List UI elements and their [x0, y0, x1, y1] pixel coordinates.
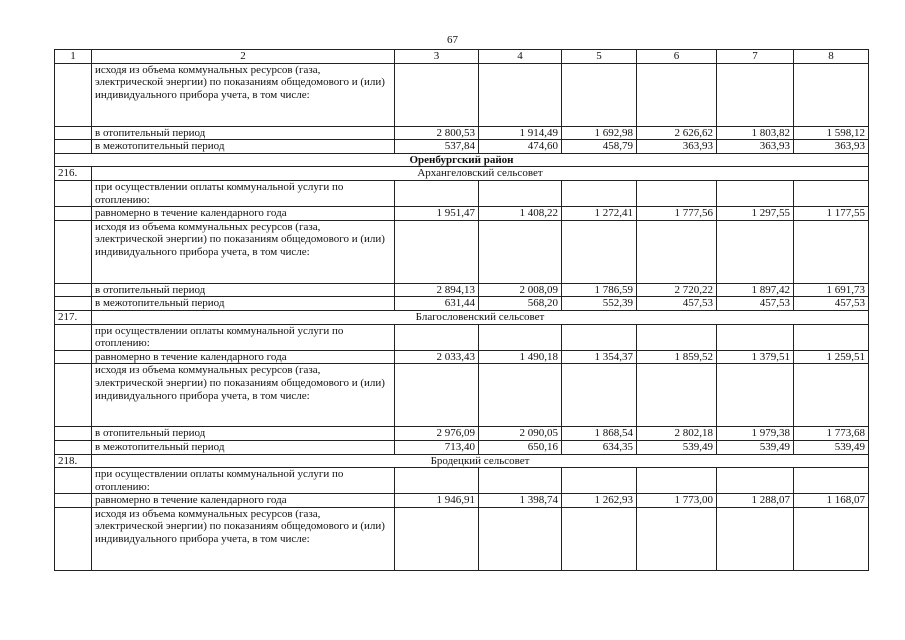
value-cell — [717, 468, 794, 494]
value-row — [55, 207, 869, 221]
page-number: 67 — [447, 34, 458, 46]
value-cell — [637, 63, 717, 126]
value-cell: 1 297,55 — [717, 207, 794, 221]
column-number: 6 — [637, 50, 717, 64]
value-cell: 1 786,59 — [562, 283, 637, 297]
description-row — [55, 324, 869, 350]
row-number — [55, 468, 92, 494]
value-cell: 457,53 — [794, 297, 869, 311]
row-number — [55, 507, 92, 570]
row-number — [55, 63, 92, 126]
description-row — [55, 364, 869, 427]
value-cell — [395, 468, 479, 494]
row-description: исходя из объема коммунальных ресурсов (газа, электрической энергии) по показаниям общедомового и (или) индивидуального прибора учета, в том числе: — [92, 364, 395, 427]
value-cell — [794, 220, 869, 283]
value-cell: 474,60 — [479, 140, 562, 154]
row-description: исходя из объема коммунальных ресурсов (газа, электрической энергии) по показаниям общедомового и (или) индивидуального прибора учета, в том числе: — [92, 507, 395, 570]
value-cell — [562, 468, 637, 494]
row-number — [55, 494, 92, 508]
value-row — [55, 297, 869, 311]
value-row — [55, 440, 869, 454]
value-cell: 2 720,22 — [637, 283, 717, 297]
row-number — [55, 220, 92, 283]
value-cell: 1 288,07 — [717, 494, 794, 508]
row-number — [55, 350, 92, 364]
value-cell — [479, 220, 562, 283]
row-description: в отопительный период — [92, 126, 395, 140]
value-cell — [794, 364, 869, 427]
council-name: Бродецкий сельсовет — [92, 454, 869, 468]
row-description: равномерно в течение календарного года — [92, 207, 395, 221]
row-number — [55, 324, 92, 350]
value-cell: 2 802,18 — [637, 427, 717, 441]
row-description: в межотопительный период — [92, 297, 395, 311]
row-number — [55, 180, 92, 206]
value-cell: 1 773,68 — [794, 427, 869, 441]
value-cell: 363,93 — [717, 140, 794, 154]
value-cell: 1 168,07 — [794, 494, 869, 508]
value-cell: 568,20 — [479, 297, 562, 311]
value-cell: 2 800,53 — [395, 126, 479, 140]
column-number-row — [55, 50, 869, 64]
row-description: в межотопительный период — [92, 140, 395, 154]
value-cell: 1 272,41 — [562, 207, 637, 221]
row-description: исходя из объема коммунальных ресурсов (газа, электрической энергии) по показаниям общедомового и (или) индивидуального прибора учета, в том числе: — [92, 63, 395, 126]
value-cell — [562, 180, 637, 206]
value-cell: 1 398,74 — [479, 494, 562, 508]
value-cell — [637, 507, 717, 570]
value-cell: 1 897,42 — [717, 283, 794, 297]
value-cell — [562, 324, 637, 350]
value-cell — [637, 180, 717, 206]
row-number: 216. — [55, 167, 92, 181]
value-cell: 1 598,12 — [794, 126, 869, 140]
value-cell — [717, 220, 794, 283]
column-number: 2 — [92, 50, 395, 64]
value-cell — [479, 468, 562, 494]
value-cell — [479, 63, 562, 126]
row-number — [55, 283, 92, 297]
value-cell: 1 692,98 — [562, 126, 637, 140]
value-cell: 1 490,18 — [479, 350, 562, 364]
row-description: в отопительный период — [92, 427, 395, 441]
council-row — [55, 310, 869, 324]
value-row — [55, 283, 869, 297]
value-cell: 1 773,00 — [637, 494, 717, 508]
value-cell: 1 262,93 — [562, 494, 637, 508]
council-row — [55, 167, 869, 181]
column-number: 5 — [562, 50, 637, 64]
value-cell — [637, 468, 717, 494]
value-cell — [395, 364, 479, 427]
row-description: в отопительный период — [92, 283, 395, 297]
value-cell: 363,93 — [794, 140, 869, 154]
value-cell — [479, 180, 562, 206]
value-cell: 1 379,51 — [717, 350, 794, 364]
row-number: 217. — [55, 310, 92, 324]
value-cell — [717, 180, 794, 206]
value-cell — [794, 324, 869, 350]
value-cell: 1 408,22 — [479, 207, 562, 221]
row-number — [55, 140, 92, 154]
value-cell: 457,53 — [637, 297, 717, 311]
value-cell: 1 859,52 — [637, 350, 717, 364]
region-title: Оренбургский район — [55, 153, 869, 167]
value-cell — [395, 507, 479, 570]
value-cell — [395, 220, 479, 283]
value-cell: 1 979,38 — [717, 427, 794, 441]
value-cell: 631,44 — [395, 297, 479, 311]
value-cell: 363,93 — [637, 140, 717, 154]
value-cell: 457,53 — [717, 297, 794, 311]
value-cell — [562, 507, 637, 570]
row-number — [55, 126, 92, 140]
row-description: при осуществлении оплаты коммунальной услуги по отоплению: — [92, 324, 395, 350]
value-cell: 1 259,51 — [794, 350, 869, 364]
value-cell: 634,35 — [562, 440, 637, 454]
column-number: 4 — [479, 50, 562, 64]
value-cell — [717, 507, 794, 570]
value-cell: 539,49 — [717, 440, 794, 454]
description-row — [55, 180, 869, 206]
row-number — [55, 297, 92, 311]
row-description: при осуществлении оплаты коммунальной услуги по отоплению: — [92, 468, 395, 494]
column-number: 8 — [794, 50, 869, 64]
value-cell: 2 008,09 — [479, 283, 562, 297]
row-number — [55, 440, 92, 454]
value-cell — [562, 220, 637, 283]
council-row — [55, 454, 869, 468]
value-cell: 1 354,37 — [562, 350, 637, 364]
description-row — [55, 63, 869, 126]
value-row — [55, 126, 869, 140]
value-cell: 2 894,13 — [395, 283, 479, 297]
row-number — [55, 207, 92, 221]
council-name: Благословенский сельсовет — [92, 310, 869, 324]
value-cell — [794, 468, 869, 494]
value-cell: 650,16 — [479, 440, 562, 454]
value-row — [55, 350, 869, 364]
value-cell: 2 626,62 — [637, 126, 717, 140]
description-row — [55, 220, 869, 283]
value-cell — [479, 507, 562, 570]
value-cell — [717, 63, 794, 126]
value-cell — [794, 63, 869, 126]
value-cell: 1 951,47 — [395, 207, 479, 221]
value-cell — [637, 220, 717, 283]
value-cell: 552,39 — [562, 297, 637, 311]
value-cell — [395, 180, 479, 206]
value-cell: 537,84 — [395, 140, 479, 154]
column-number: 1 — [55, 50, 92, 64]
value-cell: 2 033,43 — [395, 350, 479, 364]
value-cell — [717, 324, 794, 350]
value-cell: 1 946,91 — [395, 494, 479, 508]
value-cell — [794, 180, 869, 206]
value-cell: 539,49 — [637, 440, 717, 454]
value-cell — [479, 324, 562, 350]
value-row — [55, 494, 869, 508]
description-row — [55, 507, 869, 570]
value-cell: 1 177,55 — [794, 207, 869, 221]
value-cell — [637, 364, 717, 427]
value-cell — [395, 63, 479, 126]
value-row — [55, 140, 869, 154]
row-description: в межотопительный период — [92, 440, 395, 454]
value-cell: 1 803,82 — [717, 126, 794, 140]
value-cell: 1 914,49 — [479, 126, 562, 140]
value-cell: 2 976,09 — [395, 427, 479, 441]
value-cell — [637, 324, 717, 350]
tariff-table — [54, 49, 869, 571]
column-number: 3 — [395, 50, 479, 64]
value-cell: 458,79 — [562, 140, 637, 154]
value-cell — [717, 364, 794, 427]
value-row — [55, 427, 869, 441]
value-cell — [479, 364, 562, 427]
value-cell: 539,49 — [794, 440, 869, 454]
row-number — [55, 427, 92, 441]
value-cell: 1 777,56 — [637, 207, 717, 221]
value-cell — [562, 63, 637, 126]
row-description: равномерно в течение календарного года — [92, 494, 395, 508]
row-description: исходя из объема коммунальных ресурсов (газа, электрической энергии) по показаниям общедомового и (или) индивидуального прибора учета, в том числе: — [92, 220, 395, 283]
value-cell: 713,40 — [395, 440, 479, 454]
row-number — [55, 364, 92, 427]
row-description: равномерно в течение календарного года — [92, 350, 395, 364]
value-cell: 2 090,05 — [479, 427, 562, 441]
value-cell: 1 868,54 — [562, 427, 637, 441]
description-row — [55, 468, 869, 494]
value-cell: 1 691,73 — [794, 283, 869, 297]
row-description: при осуществлении оплаты коммунальной услуги по отоплению: — [92, 180, 395, 206]
row-number: 218. — [55, 454, 92, 468]
value-cell — [562, 364, 637, 427]
council-name: Архангеловский сельсовет — [92, 167, 869, 181]
value-cell — [794, 507, 869, 570]
value-cell — [395, 324, 479, 350]
column-number: 7 — [717, 50, 794, 64]
region-row — [55, 153, 869, 167]
